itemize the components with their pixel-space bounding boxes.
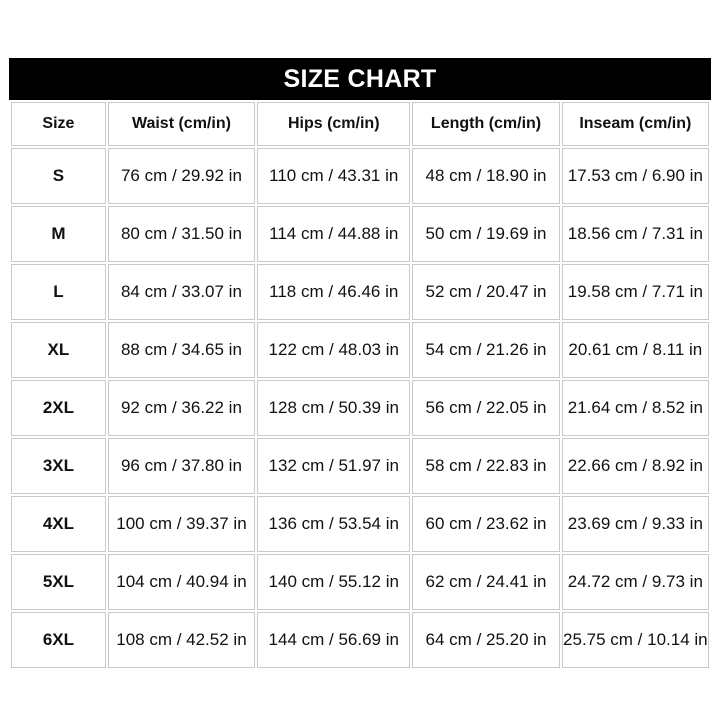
inseam-cell: 22.66 cm / 8.92 in bbox=[562, 438, 709, 494]
waist-cell: 76 cm / 29.92 in bbox=[108, 148, 255, 204]
length-cell: 58 cm / 22.83 in bbox=[412, 438, 559, 494]
inseam-cell: 21.64 cm / 8.52 in bbox=[562, 380, 709, 436]
waist-cell: 84 cm / 33.07 in bbox=[108, 264, 255, 320]
length-cell: 56 cm / 22.05 in bbox=[412, 380, 559, 436]
table-row bbox=[11, 148, 709, 204]
inseam-cell: 17.53 cm / 6.90 in bbox=[562, 148, 709, 204]
size-cell: M bbox=[11, 206, 106, 262]
inseam-cell: 24.72 cm / 9.73 in bbox=[562, 554, 709, 610]
table-row bbox=[11, 554, 709, 610]
table-header-row bbox=[11, 102, 709, 146]
inseam-cell: 23.69 cm / 9.33 in bbox=[562, 496, 709, 552]
hips-cell: 136 cm / 53.54 in bbox=[257, 496, 410, 552]
inseam-cell: 25.75 cm / 10.14 in bbox=[562, 612, 709, 668]
size-chart bbox=[9, 58, 711, 670]
hips-cell: 110 cm / 43.31 in bbox=[257, 148, 410, 204]
hips-cell: 140 cm / 55.12 in bbox=[257, 554, 410, 610]
table-row bbox=[11, 612, 709, 668]
waist-cell: 80 cm / 31.50 in bbox=[108, 206, 255, 262]
waist-cell: 108 cm / 42.52 in bbox=[108, 612, 255, 668]
size-cell: S bbox=[11, 148, 106, 204]
column-header-size: Size bbox=[11, 102, 106, 146]
length-cell: 62 cm / 24.41 in bbox=[412, 554, 559, 610]
length-cell: 64 cm / 25.20 in bbox=[412, 612, 559, 668]
inseam-cell: 20.61 cm / 8.11 in bbox=[562, 322, 709, 378]
length-cell: 50 cm / 19.69 in bbox=[412, 206, 559, 262]
size-cell: 3XL bbox=[11, 438, 106, 494]
hips-cell: 144 cm / 56.69 in bbox=[257, 612, 410, 668]
hips-cell: 114 cm / 44.88 in bbox=[257, 206, 410, 262]
table-row bbox=[11, 496, 709, 552]
hips-cell: 132 cm / 51.97 in bbox=[257, 438, 410, 494]
waist-cell: 92 cm / 36.22 in bbox=[108, 380, 255, 436]
size-cell: XL bbox=[11, 322, 106, 378]
size-cell: 2XL bbox=[11, 380, 106, 436]
length-cell: 60 cm / 23.62 in bbox=[412, 496, 559, 552]
length-cell: 52 cm / 20.47 in bbox=[412, 264, 559, 320]
size-chart-title: SIZE CHART bbox=[9, 58, 711, 100]
table-row bbox=[11, 206, 709, 262]
length-cell: 48 cm / 18.90 in bbox=[412, 148, 559, 204]
waist-cell: 100 cm / 39.37 in bbox=[108, 496, 255, 552]
column-header-waist: Waist (cm/in) bbox=[108, 102, 255, 146]
waist-cell: 88 cm / 34.65 in bbox=[108, 322, 255, 378]
hips-cell: 128 cm / 50.39 in bbox=[257, 380, 410, 436]
table-row bbox=[11, 438, 709, 494]
size-cell: 6XL bbox=[11, 612, 106, 668]
column-header-hips: Hips (cm/in) bbox=[257, 102, 410, 146]
size-cell: L bbox=[11, 264, 106, 320]
size-table bbox=[9, 100, 711, 670]
inseam-cell: 19.58 cm / 7.71 in bbox=[562, 264, 709, 320]
size-cell: 5XL bbox=[11, 554, 106, 610]
length-cell: 54 cm / 21.26 in bbox=[412, 322, 559, 378]
column-header-inseam: Inseam (cm/in) bbox=[562, 102, 709, 146]
waist-cell: 104 cm / 40.94 in bbox=[108, 554, 255, 610]
table-row bbox=[11, 264, 709, 320]
hips-cell: 118 cm / 46.46 in bbox=[257, 264, 410, 320]
inseam-cell: 18.56 cm / 7.31 in bbox=[562, 206, 709, 262]
table-row bbox=[11, 380, 709, 436]
waist-cell: 96 cm / 37.80 in bbox=[108, 438, 255, 494]
column-header-length: Length (cm/in) bbox=[412, 102, 559, 146]
table-row bbox=[11, 322, 709, 378]
hips-cell: 122 cm / 48.03 in bbox=[257, 322, 410, 378]
size-cell: 4XL bbox=[11, 496, 106, 552]
